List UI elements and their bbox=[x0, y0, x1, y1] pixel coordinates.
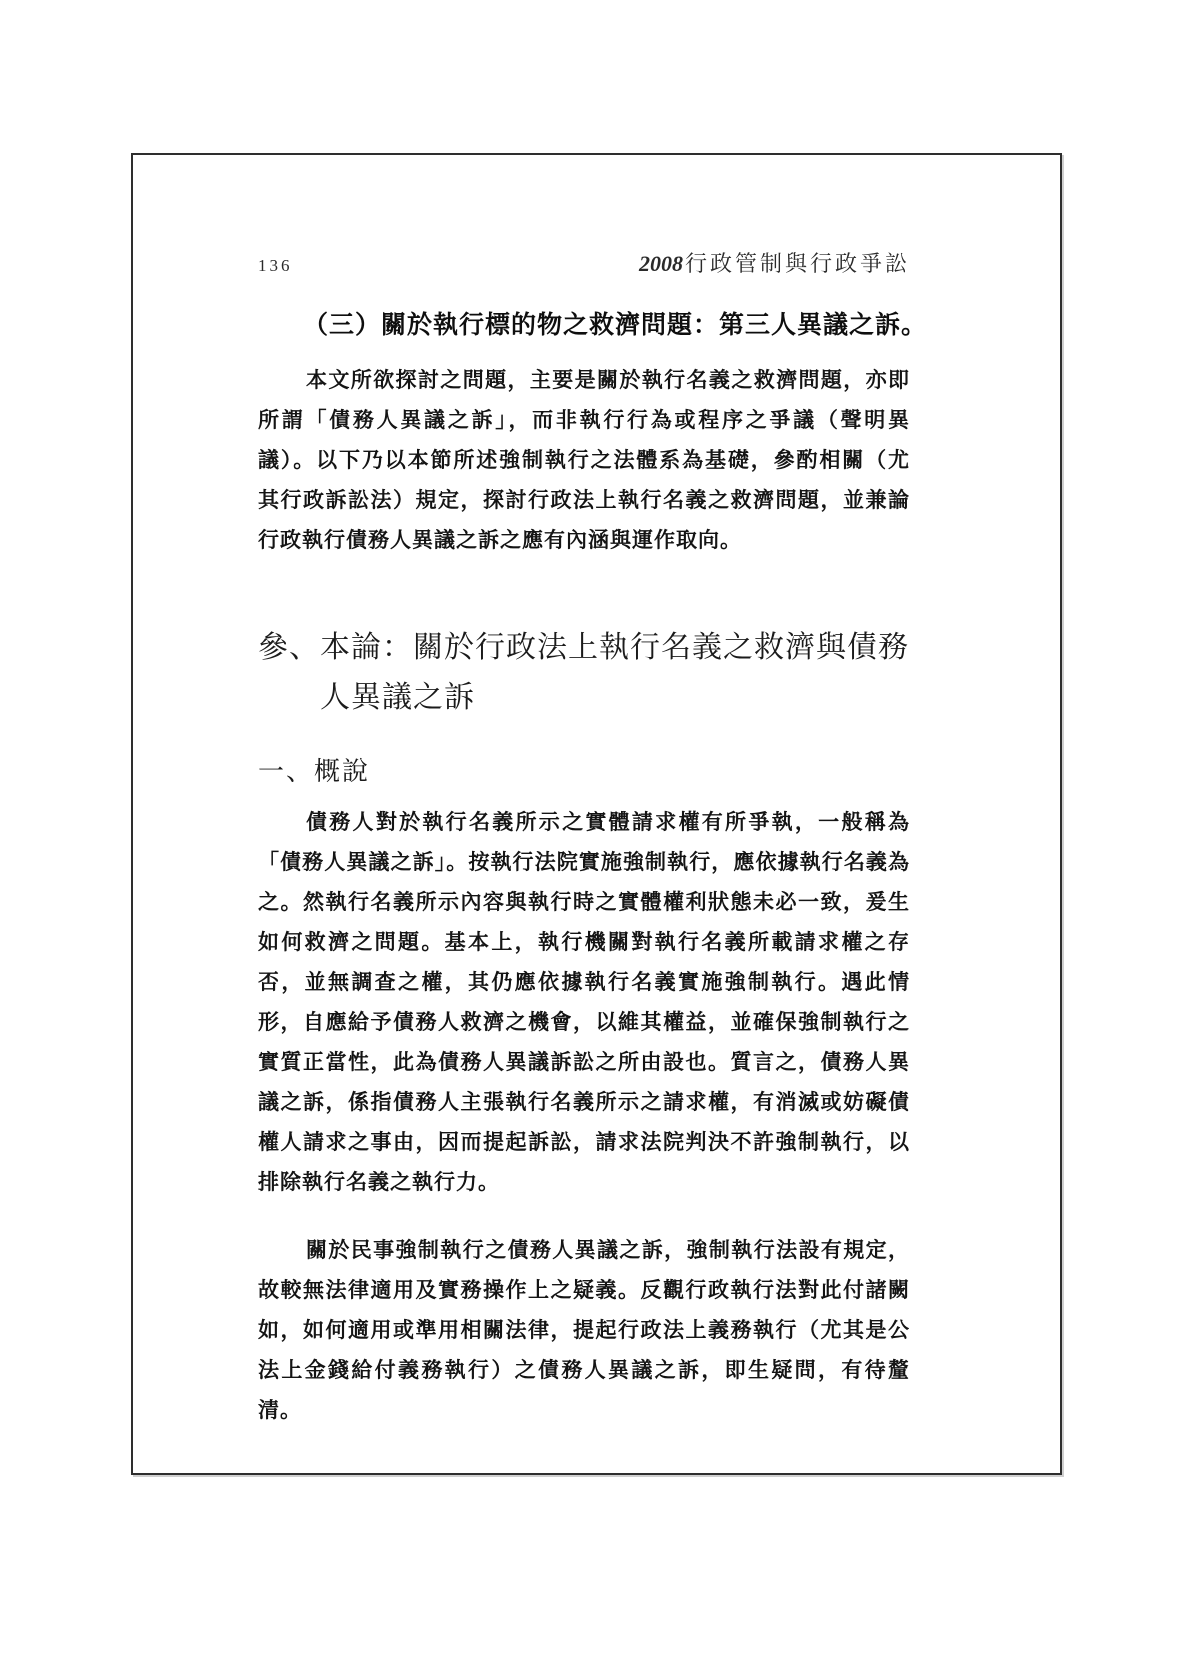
text-line: 故較無法律適用及實務操作上之疑義。反觀行政執行法對此付諸闕 bbox=[258, 1279, 910, 1302]
text-line: 排除執行名義之執行力。 bbox=[258, 1171, 500, 1194]
body-paragraph-2 bbox=[258, 803, 910, 1203]
text-line: 本文所欲探討之問題，主要是關於執行名義之救濟問題，亦即 bbox=[306, 369, 910, 392]
chapter-heading-line-1: 參、本論：關於行政法上執行名義之救濟與債務 bbox=[258, 630, 909, 665]
text-line: 所謂「債務人異議之訴」，而非執行行為或程序之爭議（聲明異 bbox=[258, 409, 910, 432]
section-heading: （三）關於執行標的物之救濟問題：第三人異議之訴。 bbox=[303, 311, 928, 339]
body-paragraph-1 bbox=[258, 361, 910, 561]
page-frame bbox=[131, 153, 1062, 1475]
running-title bbox=[639, 247, 910, 278]
subsection-heading: 一、概說 bbox=[258, 757, 371, 787]
running-title-text: 行政管制與行政爭訟 bbox=[684, 251, 910, 276]
text-line: 行政執行債務人異議之訴之應有內涵與運作取向。 bbox=[258, 529, 742, 552]
text-line: 實質正當性，此為債務人異議訴訟之所由設也。質言之，債務人異 bbox=[258, 1051, 910, 1074]
text-line: 債務人對於執行名義所示之實體請求權有所爭執，一般稱為 bbox=[306, 811, 910, 834]
page-header bbox=[258, 247, 910, 278]
text-line: 形，自應給予債務人救濟之機會，以維其權益，並確保強制執行之 bbox=[258, 1011, 910, 1034]
text-line: 如，如何適用或準用相關法律，提起行政法上義務執行（尤其是公 bbox=[258, 1319, 910, 1342]
text-line: 清。 bbox=[258, 1399, 302, 1422]
text-line: 權人請求之事由，因而提起訴訟，請求法院判決不許強制執行，以 bbox=[258, 1131, 910, 1154]
text-line: 否，並無調查之權，其仍應依據執行名義實施強制執行。遇此情 bbox=[258, 971, 910, 994]
chapter-heading bbox=[258, 623, 958, 723]
text-line: 關於民事強制執行之債務人異議之訴，強制執行法設有規定， bbox=[306, 1239, 910, 1262]
text-line: 議之訴，係指債務人主張執行名義所示之請求權，有消滅或妨礙債 bbox=[258, 1091, 910, 1114]
running-title-year: 2008 bbox=[638, 251, 683, 276]
text-line: 其行政訴訟法）規定，探討行政法上執行名義之救濟問題，並兼論 bbox=[258, 489, 910, 512]
text-line: 之。然執行名義所示內容與執行時之實體權利狀態未必一致，爰生 bbox=[258, 891, 910, 914]
text-line: 如何救濟之問題。基本上，執行機關對執行名義所載請求權之存 bbox=[258, 931, 910, 954]
text-line: 法上金錢給付義務執行）之債務人異議之訴，即生疑問，有待釐 bbox=[258, 1359, 910, 1382]
body-paragraph-3 bbox=[258, 1231, 910, 1431]
chapter-heading-line-2: 人異議之訴 bbox=[320, 680, 475, 715]
text-line: 「債務人異議之訴」。按執行法院實施強制執行，應依據執行名義為 bbox=[258, 851, 910, 874]
page-number: 136 bbox=[258, 256, 293, 275]
text-line: 議）。以下乃以本節所述強制執行之法體系為基礎，參酌相關（尤 bbox=[258, 449, 910, 472]
